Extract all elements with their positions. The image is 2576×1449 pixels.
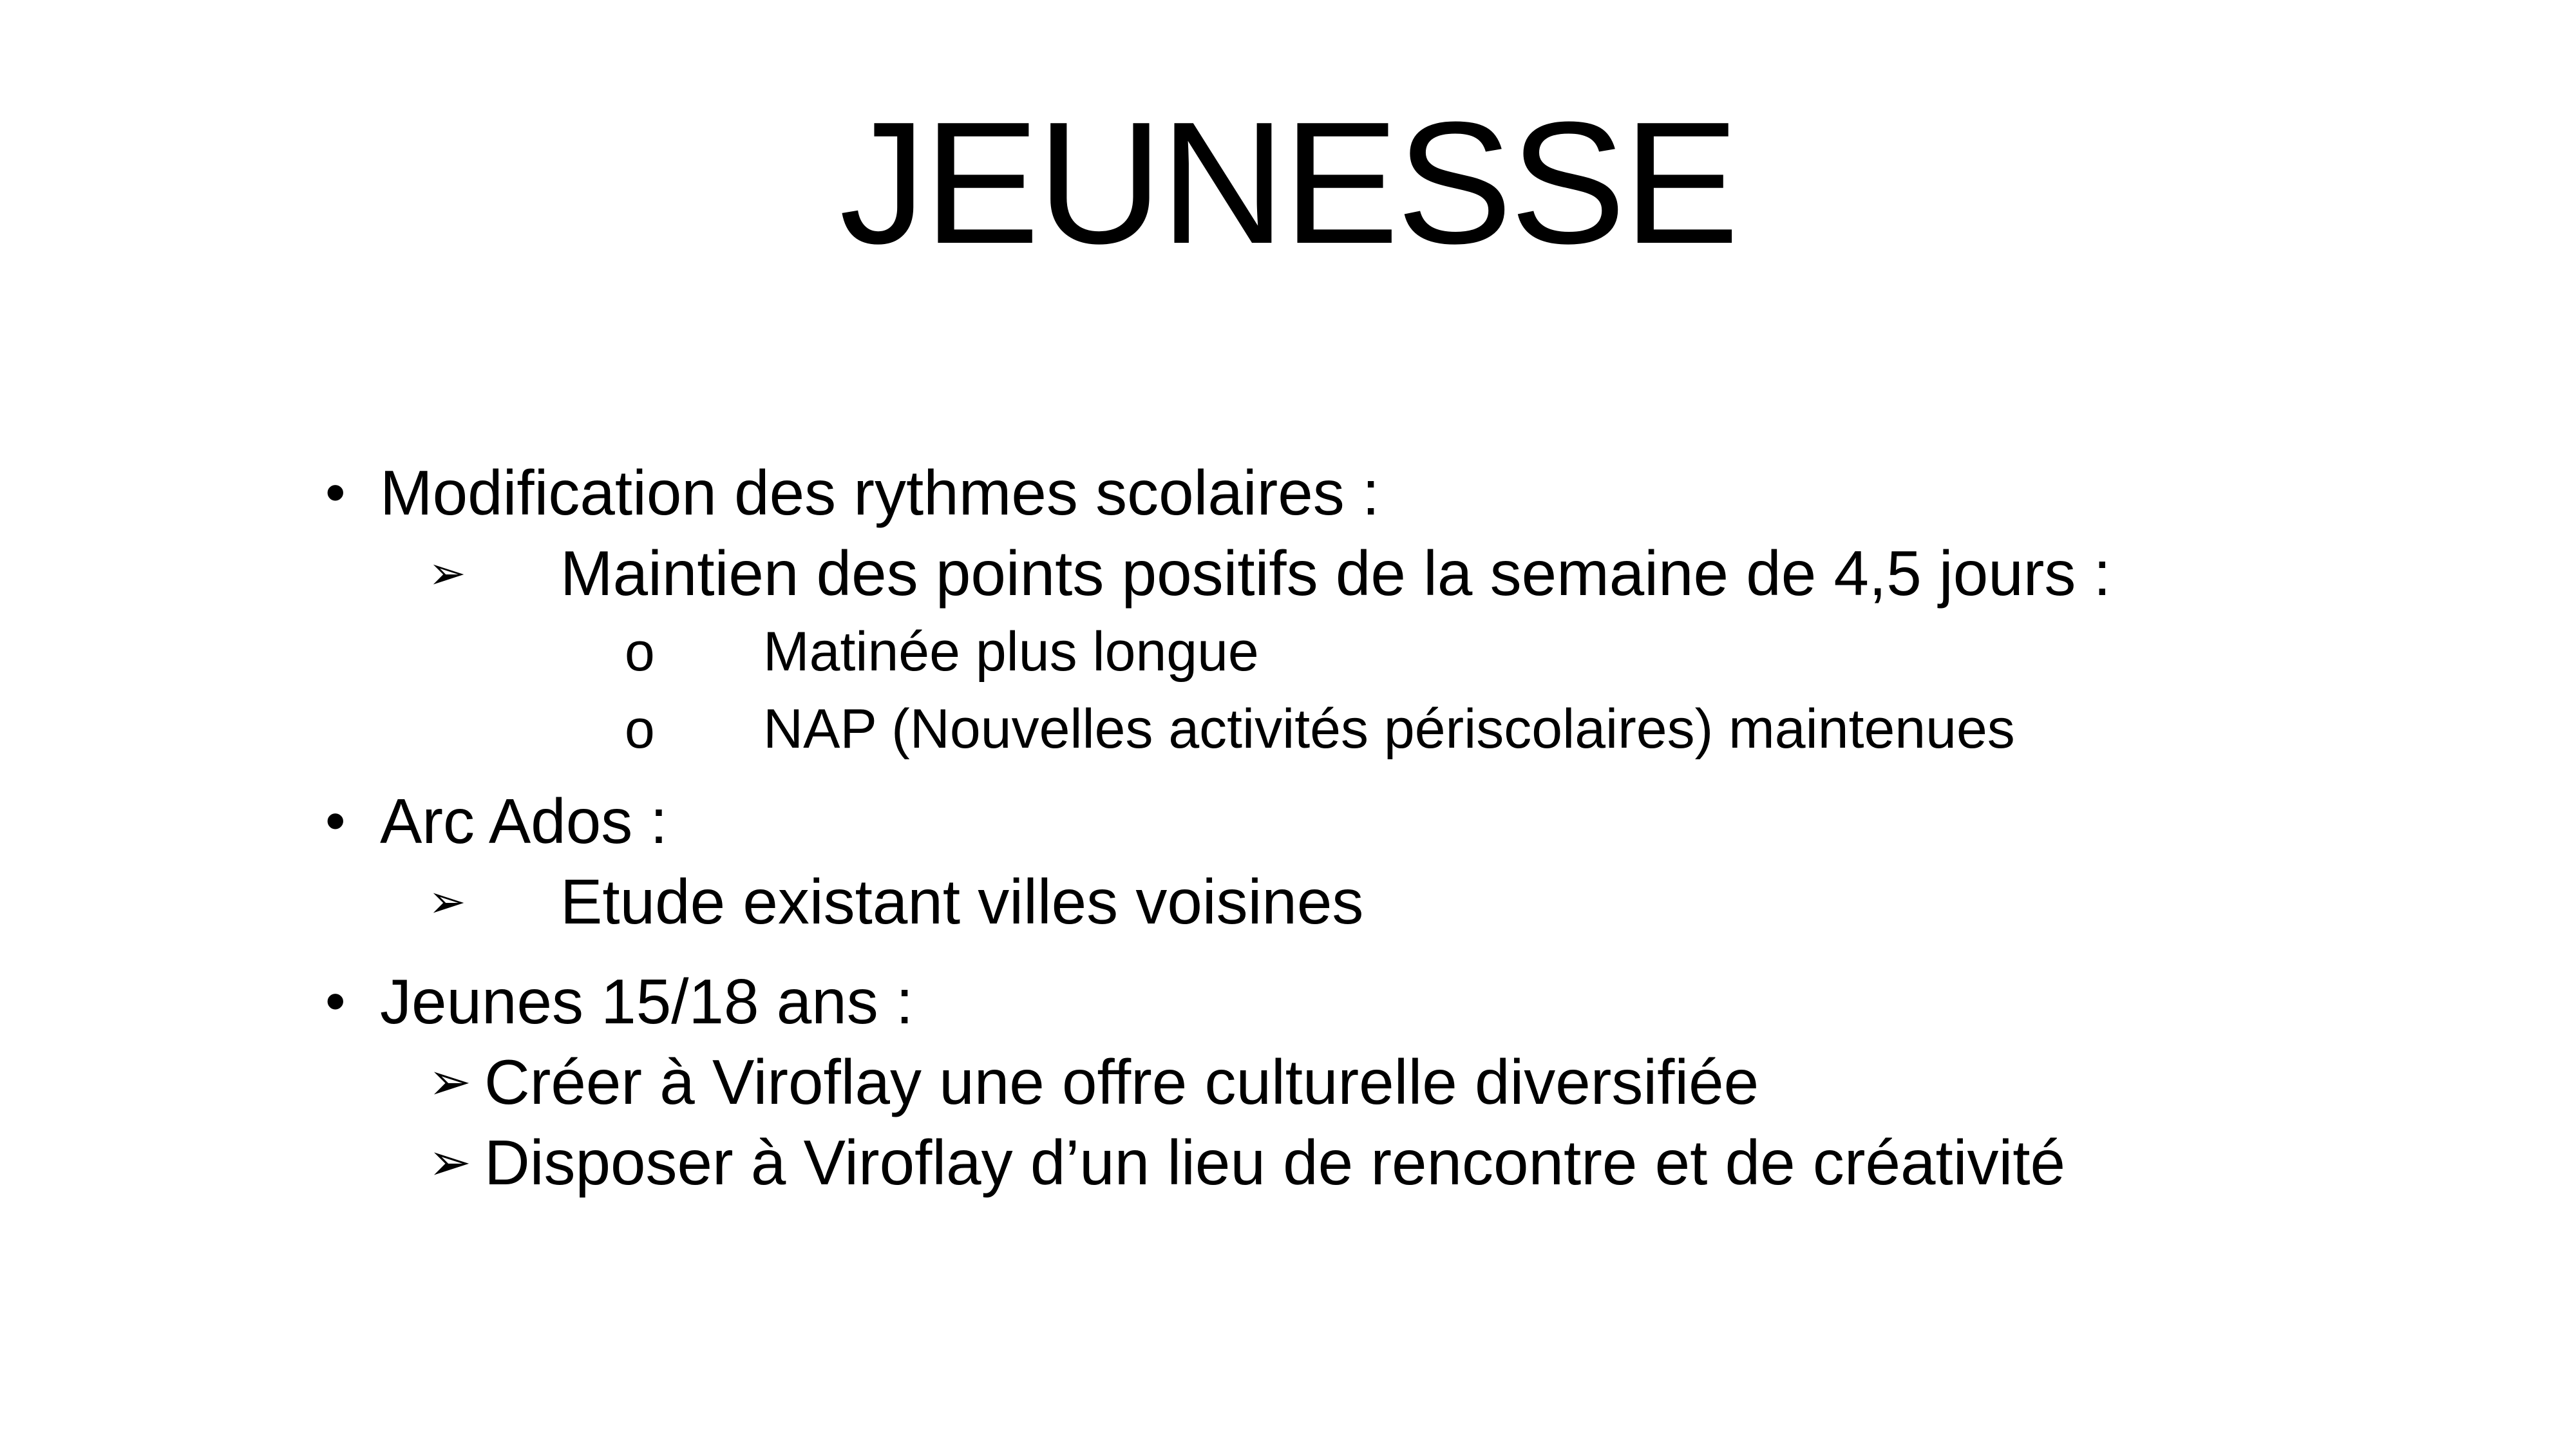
list-item-level3: Matinée plus longue xyxy=(763,621,1259,683)
list-item-level2: Etude existant villes voisines xyxy=(560,866,1364,937)
list-item-level1: Jeunes 15/18 ans : xyxy=(380,966,914,1037)
list-item-level1: Modification des rythmes scolaires : xyxy=(380,457,1380,528)
bullet-icon: • xyxy=(325,460,346,525)
list-item-level3: NAP (Nouvelles activités périscolaires) maintenues xyxy=(763,698,2015,760)
arrow-bullet-icon: ➢ xyxy=(428,1053,472,1110)
circle-bullet-icon: o xyxy=(625,621,655,682)
list-item-level2: Disposer à Viroflay d’un lieu de rencontre et de créativité xyxy=(484,1127,2065,1198)
list-item-level2: Maintien des points positifs de la semaine de 4,5 jours : xyxy=(560,538,2111,609)
bullet-icon: • xyxy=(325,969,346,1034)
slide-title: JEUNESSE xyxy=(839,86,1737,280)
circle-bullet-icon: o xyxy=(625,699,655,759)
arrow-bullet-icon: ➢ xyxy=(428,876,466,927)
list-item-level1: Arc Ados : xyxy=(380,786,668,857)
arrow-bullet-icon: ➢ xyxy=(428,548,466,598)
arrow-bullet-icon: ➢ xyxy=(428,1133,472,1191)
list-item-level2: Créer à Viroflay une offre culturelle diversifiée xyxy=(484,1046,1759,1117)
bullet-icon: • xyxy=(325,789,346,853)
